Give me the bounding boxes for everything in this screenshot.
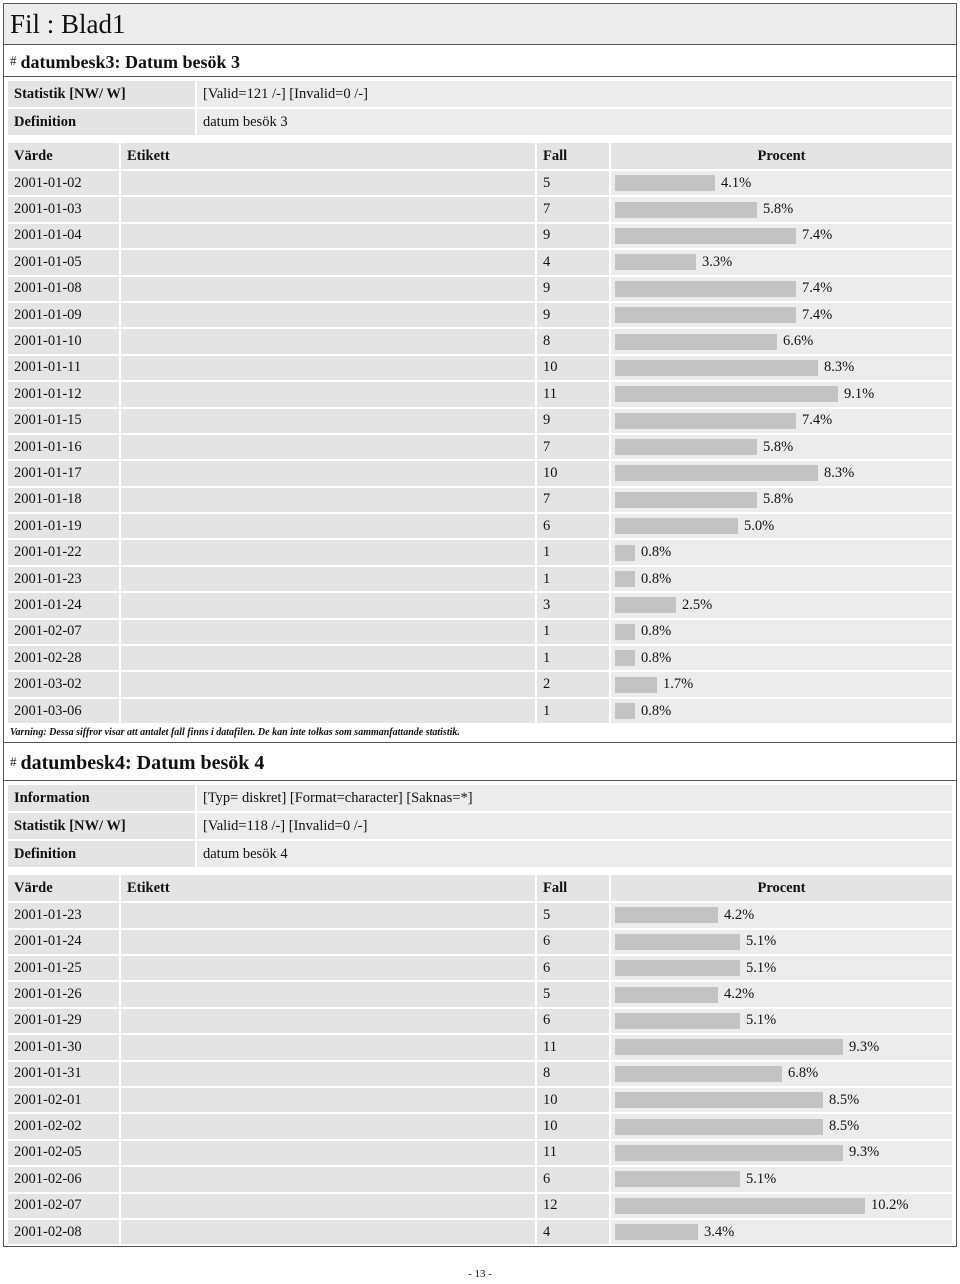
percent-bar xyxy=(615,907,718,923)
count-cell: 10 xyxy=(537,1088,609,1112)
table-row xyxy=(8,982,952,1006)
label-cell xyxy=(121,1009,535,1033)
percent-bar xyxy=(615,1145,843,1161)
label-cell xyxy=(121,409,535,433)
label-cell xyxy=(121,982,535,1006)
value-cell: 2001-01-08 xyxy=(8,277,119,301)
percent-bar xyxy=(615,254,696,270)
value-cell: 2001-01-23 xyxy=(8,903,119,927)
label-cell xyxy=(121,171,535,195)
label-cell xyxy=(121,956,535,980)
count-cell: 6 xyxy=(537,1009,609,1033)
count-cell: 12 xyxy=(537,1194,609,1218)
table-row xyxy=(8,197,952,221)
count-cell: 1 xyxy=(537,620,609,644)
label-cell xyxy=(121,303,535,327)
label-cell xyxy=(121,1114,535,1138)
percent-cell xyxy=(611,646,952,670)
percent-bar xyxy=(615,175,715,191)
table-row xyxy=(8,1141,952,1165)
percent-label: 10.2% xyxy=(871,1197,909,1214)
value-cell: 2001-01-30 xyxy=(8,1035,119,1059)
frequency-header-row xyxy=(8,875,952,901)
column-header-label: Etikett xyxy=(121,875,535,901)
percent-bar xyxy=(615,465,818,481)
count-cell: 1 xyxy=(537,540,609,564)
column-header-value: Värde xyxy=(8,875,119,901)
value-cell: 2001-01-05 xyxy=(8,250,119,274)
value-cell: 2001-01-03 xyxy=(8,197,119,221)
value-cell: 2001-01-10 xyxy=(8,329,119,353)
percent-cell xyxy=(611,329,952,353)
percent-bar xyxy=(615,1066,782,1082)
percent-label: 5.1% xyxy=(746,1012,777,1029)
count-cell: 1 xyxy=(537,699,609,723)
percent-bar xyxy=(615,281,796,297)
label-cell xyxy=(121,1194,535,1218)
count-cell: 11 xyxy=(537,382,609,406)
count-cell: 9 xyxy=(537,303,609,327)
percent-cell xyxy=(611,1009,952,1033)
table-row xyxy=(8,171,952,195)
percent-label: 3.3% xyxy=(702,253,733,270)
percent-bar xyxy=(615,545,635,561)
percent-cell xyxy=(611,1167,952,1191)
table-row xyxy=(8,672,952,696)
info-row xyxy=(8,785,952,811)
info-value: [Valid=121 /-] [Invalid=0 /-] xyxy=(197,81,952,107)
count-cell: 7 xyxy=(537,488,609,512)
count-cell: 7 xyxy=(537,197,609,221)
percent-cell xyxy=(611,1220,952,1244)
count-cell: 4 xyxy=(537,1220,609,1244)
frequency-table xyxy=(6,141,954,725)
table-row xyxy=(8,382,952,406)
percent-cell xyxy=(611,1141,952,1165)
column-header-label: Etikett xyxy=(121,143,535,169)
value-cell: 2001-01-18 xyxy=(8,488,119,512)
count-cell: 1 xyxy=(537,646,609,670)
count-cell: 9 xyxy=(537,409,609,433)
percent-label: 0.8% xyxy=(641,544,672,561)
value-cell: 2001-01-24 xyxy=(8,593,119,617)
percent-label: 8.3% xyxy=(824,464,855,481)
section-header-datumbesk3 xyxy=(3,45,957,77)
count-cell: 6 xyxy=(537,514,609,538)
section-title: datumbesk4: Datum besök 4 xyxy=(20,752,265,775)
table-row xyxy=(8,1035,952,1059)
label-cell xyxy=(121,382,535,406)
percent-cell xyxy=(611,435,952,459)
percent-bar xyxy=(615,228,796,244)
label-cell xyxy=(121,903,535,927)
percent-cell xyxy=(611,1114,952,1138)
table-row xyxy=(8,1009,952,1033)
label-cell xyxy=(121,620,535,644)
percent-bar xyxy=(615,518,738,534)
label-cell xyxy=(121,488,535,512)
table-row xyxy=(8,224,952,248)
value-cell: 2001-02-02 xyxy=(8,1114,119,1138)
percent-label: 3.4% xyxy=(704,1223,735,1240)
label-cell xyxy=(121,356,535,380)
value-cell: 2001-01-15 xyxy=(8,409,119,433)
percent-label: 0.8% xyxy=(641,649,672,666)
percent-bar xyxy=(615,571,635,587)
label-cell xyxy=(121,329,535,353)
percent-label: 1.7% xyxy=(663,676,694,693)
label-cell xyxy=(121,1167,535,1191)
table-row xyxy=(8,435,952,459)
count-cell: 9 xyxy=(537,224,609,248)
percent-label: 2.5% xyxy=(682,596,713,613)
percent-bar xyxy=(615,1224,698,1240)
value-cell: 2001-01-09 xyxy=(8,303,119,327)
percent-cell xyxy=(611,514,952,538)
value-cell: 2001-02-01 xyxy=(8,1088,119,1112)
label-cell xyxy=(121,567,535,591)
label-cell xyxy=(121,435,535,459)
percent-cell xyxy=(611,672,952,696)
percent-cell xyxy=(611,356,952,380)
percent-label: 5.8% xyxy=(763,201,794,218)
count-cell: 8 xyxy=(537,1062,609,1086)
label-cell xyxy=(121,646,535,670)
percent-cell xyxy=(611,540,952,564)
table-row xyxy=(8,303,952,327)
percent-label: 7.4% xyxy=(802,306,833,323)
label-cell xyxy=(121,1220,535,1244)
value-cell: 2001-02-06 xyxy=(8,1167,119,1191)
percent-cell xyxy=(611,488,952,512)
label-cell xyxy=(121,1088,535,1112)
frequency-table xyxy=(6,873,954,1246)
value-cell: 2001-03-06 xyxy=(8,699,119,723)
count-cell: 5 xyxy=(537,982,609,1006)
percent-bar xyxy=(615,202,757,218)
percent-bar xyxy=(615,413,796,429)
count-cell: 1 xyxy=(537,567,609,591)
percent-cell xyxy=(611,1194,952,1218)
value-cell: 2001-02-07 xyxy=(8,1194,119,1218)
section-body-datumbesk3 xyxy=(3,77,957,743)
table-row xyxy=(8,1167,952,1191)
column-header-value: Värde xyxy=(8,143,119,169)
info-value: datum besök 4 xyxy=(197,841,952,867)
label-cell xyxy=(121,930,535,954)
percent-label: 5.1% xyxy=(746,1170,777,1187)
percent-bar xyxy=(615,439,757,455)
percent-bar xyxy=(615,960,740,976)
percent-bar xyxy=(615,1092,823,1108)
page xyxy=(3,3,957,1247)
percent-bar xyxy=(615,650,635,666)
table-row xyxy=(8,540,952,564)
percent-cell xyxy=(611,303,952,327)
value-cell: 2001-03-02 xyxy=(8,672,119,696)
value-cell: 2001-01-29 xyxy=(8,1009,119,1033)
percent-label: 8.3% xyxy=(824,359,855,376)
percent-cell xyxy=(611,1035,952,1059)
percent-label: 4.1% xyxy=(721,174,752,191)
column-header-percent: Procent xyxy=(611,143,952,169)
percent-bar xyxy=(615,1198,865,1214)
percent-bar xyxy=(615,624,635,640)
value-cell: 2001-01-12 xyxy=(8,382,119,406)
label-cell xyxy=(121,540,535,564)
percent-label: 4.2% xyxy=(724,906,755,923)
info-table xyxy=(6,783,954,869)
hash-mark: # xyxy=(10,754,17,770)
percent-bar xyxy=(615,334,777,350)
info-value: [Typ= diskret] [Format=character] [Saknas=*] xyxy=(197,785,952,811)
table-row xyxy=(8,699,952,723)
table-row xyxy=(8,461,952,485)
table-row xyxy=(8,277,952,301)
count-cell: 9 xyxy=(537,277,609,301)
value-cell: 2001-02-08 xyxy=(8,1220,119,1244)
table-row xyxy=(8,930,952,954)
percent-label: 5.8% xyxy=(763,438,794,455)
count-cell: 6 xyxy=(537,956,609,980)
percent-label: 7.4% xyxy=(802,412,833,429)
percent-cell xyxy=(611,567,952,591)
count-cell: 4 xyxy=(537,250,609,274)
label-cell xyxy=(121,461,535,485)
percent-bar xyxy=(615,677,657,693)
label-cell xyxy=(121,250,535,274)
info-key: Information xyxy=(8,785,195,811)
value-cell: 2001-01-26 xyxy=(8,982,119,1006)
percent-bar xyxy=(615,703,635,719)
percent-cell xyxy=(611,277,952,301)
count-cell: 6 xyxy=(537,1167,609,1191)
percent-bar xyxy=(615,386,838,402)
section-title: datumbesk3: Datum besök 3 xyxy=(20,52,241,72)
table-row xyxy=(8,567,952,591)
count-cell: 11 xyxy=(537,1141,609,1165)
page-title: Fil : Blad1 xyxy=(3,3,957,45)
info-row xyxy=(8,813,952,839)
table-row xyxy=(8,329,952,353)
table-row xyxy=(8,646,952,670)
percent-bar xyxy=(615,987,718,1003)
percent-label: 6.8% xyxy=(788,1065,819,1082)
percent-cell xyxy=(611,903,952,927)
count-cell: 3 xyxy=(537,593,609,617)
value-cell: 2001-02-05 xyxy=(8,1141,119,1165)
frequency-header-row xyxy=(8,143,952,169)
percent-label: 0.8% xyxy=(641,623,672,640)
value-cell: 2001-01-11 xyxy=(8,356,119,380)
percent-cell xyxy=(611,699,952,723)
info-table xyxy=(6,79,954,137)
percent-label: 0.8% xyxy=(641,702,672,719)
value-cell: 2001-01-04 xyxy=(8,224,119,248)
percent-label: 4.2% xyxy=(724,986,755,1003)
percent-cell xyxy=(611,224,952,248)
value-cell: 2001-02-28 xyxy=(8,646,119,670)
count-cell: 6 xyxy=(537,930,609,954)
page-number: - 13 - xyxy=(468,1268,492,1280)
info-row xyxy=(8,841,952,867)
count-cell: 5 xyxy=(537,903,609,927)
label-cell xyxy=(121,1062,535,1086)
value-cell: 2001-02-07 xyxy=(8,620,119,644)
table-row xyxy=(8,1220,952,1244)
label-cell xyxy=(121,672,535,696)
table-row xyxy=(8,956,952,980)
label-cell xyxy=(121,197,535,221)
table-row xyxy=(8,409,952,433)
count-cell: 8 xyxy=(537,329,609,353)
table-row xyxy=(8,903,952,927)
label-cell xyxy=(121,1141,535,1165)
value-cell: 2001-01-23 xyxy=(8,567,119,591)
percent-cell xyxy=(611,1088,952,1112)
percent-label: 9.3% xyxy=(849,1038,880,1055)
percent-cell xyxy=(611,382,952,406)
table-row xyxy=(8,514,952,538)
value-cell: 2001-01-22 xyxy=(8,540,119,564)
count-cell: 5 xyxy=(537,171,609,195)
percent-label: 5.0% xyxy=(744,517,775,534)
value-cell: 2001-01-17 xyxy=(8,461,119,485)
value-cell: 2001-01-16 xyxy=(8,435,119,459)
percent-cell xyxy=(611,593,952,617)
percent-bar xyxy=(615,307,796,323)
percent-label: 8.5% xyxy=(829,1118,860,1135)
table-row xyxy=(8,1194,952,1218)
info-key: Definition xyxy=(8,841,195,867)
column-header-count: Fall xyxy=(537,143,609,169)
value-cell: 2001-01-02 xyxy=(8,171,119,195)
percent-cell xyxy=(611,1062,952,1086)
percent-label: 8.5% xyxy=(829,1091,860,1108)
info-key: Statistik [NW/ W] xyxy=(8,813,195,839)
info-value: datum besök 3 xyxy=(197,109,952,135)
percent-label: 7.4% xyxy=(802,280,833,297)
percent-cell xyxy=(611,171,952,195)
table-row xyxy=(8,593,952,617)
label-cell xyxy=(121,277,535,301)
label-cell xyxy=(121,593,535,617)
info-row xyxy=(8,81,952,107)
percent-cell xyxy=(611,930,952,954)
percent-bar xyxy=(615,1039,843,1055)
percent-bar xyxy=(615,1119,823,1135)
section-body-datumbesk4 xyxy=(3,781,957,1247)
percent-cell xyxy=(611,982,952,1006)
percent-label: 5.8% xyxy=(763,491,794,508)
count-cell: 10 xyxy=(537,461,609,485)
info-row xyxy=(8,109,952,135)
count-cell: 7 xyxy=(537,435,609,459)
percent-cell xyxy=(611,620,952,644)
table-row xyxy=(8,356,952,380)
label-cell xyxy=(121,224,535,248)
percent-cell xyxy=(611,956,952,980)
info-value: [Valid=118 /-] [Invalid=0 /-] xyxy=(197,813,952,839)
percent-bar xyxy=(615,597,676,613)
count-cell: 2 xyxy=(537,672,609,696)
percent-label: 5.1% xyxy=(746,959,777,976)
info-key: Definition xyxy=(8,109,195,135)
column-header-percent: Procent xyxy=(611,875,952,901)
value-cell: 2001-01-19 xyxy=(8,514,119,538)
percent-cell xyxy=(611,197,952,221)
label-cell xyxy=(121,1035,535,1059)
percent-bar xyxy=(615,934,740,950)
table-row xyxy=(8,250,952,274)
info-key: Statistik [NW/ W] xyxy=(8,81,195,107)
percent-bar xyxy=(615,1171,740,1187)
count-cell: 10 xyxy=(537,356,609,380)
table-row xyxy=(8,1088,952,1112)
percent-bar xyxy=(615,1013,740,1029)
percent-label: 7.4% xyxy=(802,227,833,244)
label-cell xyxy=(121,514,535,538)
value-cell: 2001-01-24 xyxy=(8,930,119,954)
table-row xyxy=(8,1062,952,1086)
section-header-datumbesk4 xyxy=(3,743,957,781)
column-header-count: Fall xyxy=(537,875,609,901)
percent-cell xyxy=(611,250,952,274)
value-cell: 2001-01-31 xyxy=(8,1062,119,1086)
label-cell xyxy=(121,699,535,723)
percent-cell xyxy=(611,461,952,485)
percent-label: 6.6% xyxy=(783,333,814,350)
table-row xyxy=(8,620,952,644)
percent-label: 0.8% xyxy=(641,570,672,587)
table-row xyxy=(8,488,952,512)
percent-bar xyxy=(615,360,818,376)
count-cell: 11 xyxy=(537,1035,609,1059)
table-row xyxy=(8,1114,952,1138)
percent-cell xyxy=(611,409,952,433)
value-cell: 2001-01-25 xyxy=(8,956,119,980)
percent-bar xyxy=(615,492,757,508)
percent-label: 9.3% xyxy=(849,1144,880,1161)
warning-note: Varning: Dessa siffror visar att antalet fall finns i datafilen. De kan inte tolkas som sammanfattande statistik. xyxy=(10,727,460,739)
percent-label: 5.1% xyxy=(746,933,777,950)
count-cell: 10 xyxy=(537,1114,609,1138)
percent-label: 9.1% xyxy=(844,385,875,402)
hash-mark: # xyxy=(10,53,17,68)
